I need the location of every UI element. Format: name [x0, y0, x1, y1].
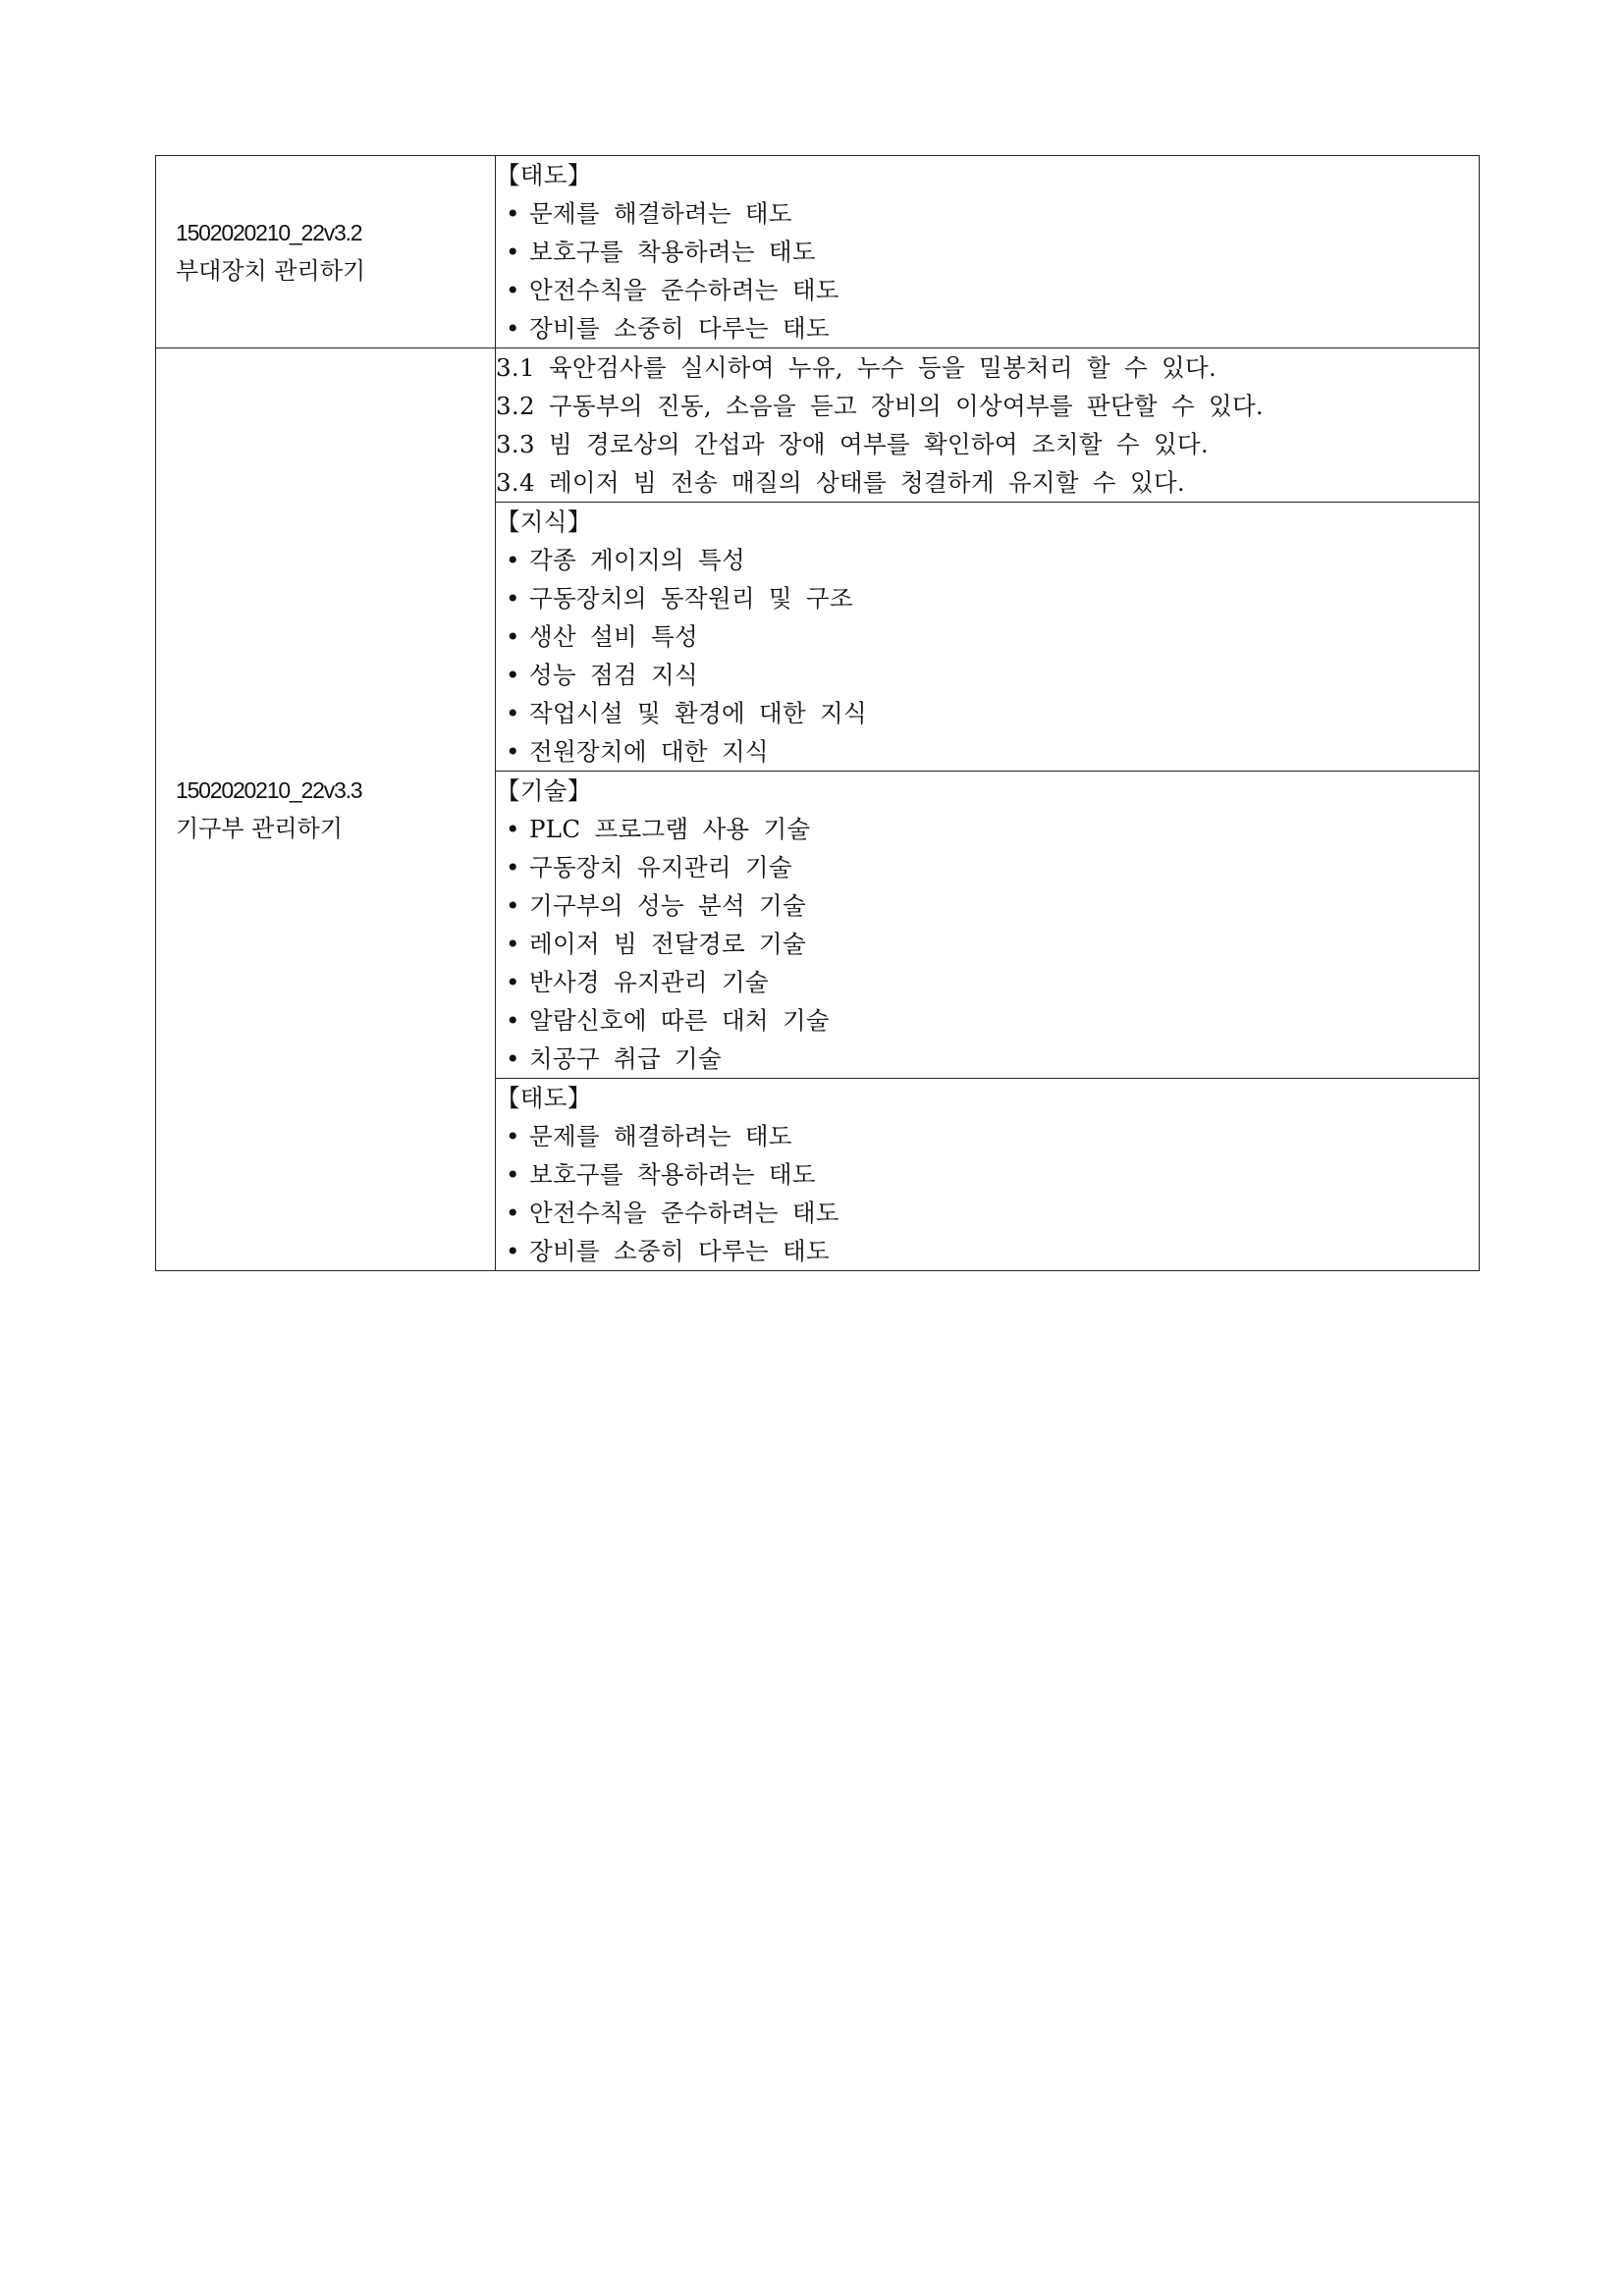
list-item: • 구동장치 유지관리 기술 — [506, 853, 792, 881]
criterion: 3.2 구동부의 진동, 소음을 듣고 장비의 이상여부를 판단할 수 있다. — [496, 392, 1265, 420]
list-item: • 반사경 유지관리 기술 — [506, 968, 769, 996]
list-item: • 각종 게이지의 특성 — [506, 546, 745, 574]
unit-row-3-3-criteria — [156, 348, 1480, 503]
list-item: • 성능 점검 지식 — [506, 661, 698, 689]
list-item: • 문제를 해결하려는 태도 — [506, 1122, 792, 1150]
list-item: • 보호구를 착용하려는 태도 — [506, 1160, 816, 1189]
unit-code: 1502020210_22v3.2 — [176, 219, 362, 245]
list-item: • 안전수칙을 준수하려는 태도 — [506, 276, 839, 304]
unit-cell — [156, 156, 496, 348]
knowledge-cell — [496, 503, 1480, 772]
list-item: • 치공구 취급 기술 — [506, 1044, 722, 1073]
list-item: • 작업시설 및 환경에 대한 지식 — [506, 699, 867, 727]
criterion: 3.1 육안검사를 실시하여 누유, 누수 등을 밀봉처리 할 수 있다. — [496, 353, 1218, 382]
unit-code: 1502020210_22v3.3 — [176, 776, 362, 803]
attitude-cell — [496, 156, 1480, 348]
section-header-attitude: 【태도】 — [496, 161, 592, 189]
section-header-skills: 【기술】 — [496, 776, 592, 805]
criterion: 3.3 빔 경로상의 간섭과 장애 여부를 확인하여 조치할 수 있다. — [496, 430, 1209, 458]
list-item: • 생산 설비 특성 — [506, 622, 698, 651]
attitude-cell — [496, 1079, 1480, 1271]
list-item: • 장비를 소중히 다루는 태도 — [506, 1237, 830, 1265]
section-header-knowledge: 【지식】 — [496, 507, 592, 536]
list-item: • 구동장치의 동작원리 및 구조 — [506, 584, 853, 613]
criterion: 3.4 레이저 빔 전송 매질의 상태를 청결하게 유지할 수 있다. — [496, 468, 1186, 497]
skills-cell — [496, 772, 1480, 1079]
list-item: • 문제를 해결하려는 태도 — [506, 199, 792, 228]
list-item: • 보호구를 착용하려는 태도 — [506, 238, 816, 266]
criteria-cell — [496, 348, 1480, 503]
unit-name: 기구부 관리하기 — [176, 814, 343, 842]
list-item: • 알람신호에 따른 대처 기술 — [506, 1006, 830, 1035]
unit-cell — [156, 348, 496, 1271]
list-item: • PLC 프로그램 사용 기술 — [506, 815, 811, 843]
section-header-attitude: 【태도】 — [496, 1084, 592, 1112]
list-item: • 전원장치에 대한 지식 — [506, 737, 769, 766]
ncs-table — [155, 155, 1480, 1271]
unit-row-3-2 — [156, 156, 1480, 348]
list-item: • 기구부의 성능 분석 기술 — [506, 891, 806, 920]
unit-name: 부대장치 관리하기 — [176, 256, 366, 285]
list-item: • 장비를 소중히 다루는 태도 — [506, 314, 830, 343]
list-item: • 안전수칙을 준수하려는 태도 — [506, 1199, 839, 1227]
list-item: • 레이저 빔 전달경로 기술 — [506, 930, 806, 958]
